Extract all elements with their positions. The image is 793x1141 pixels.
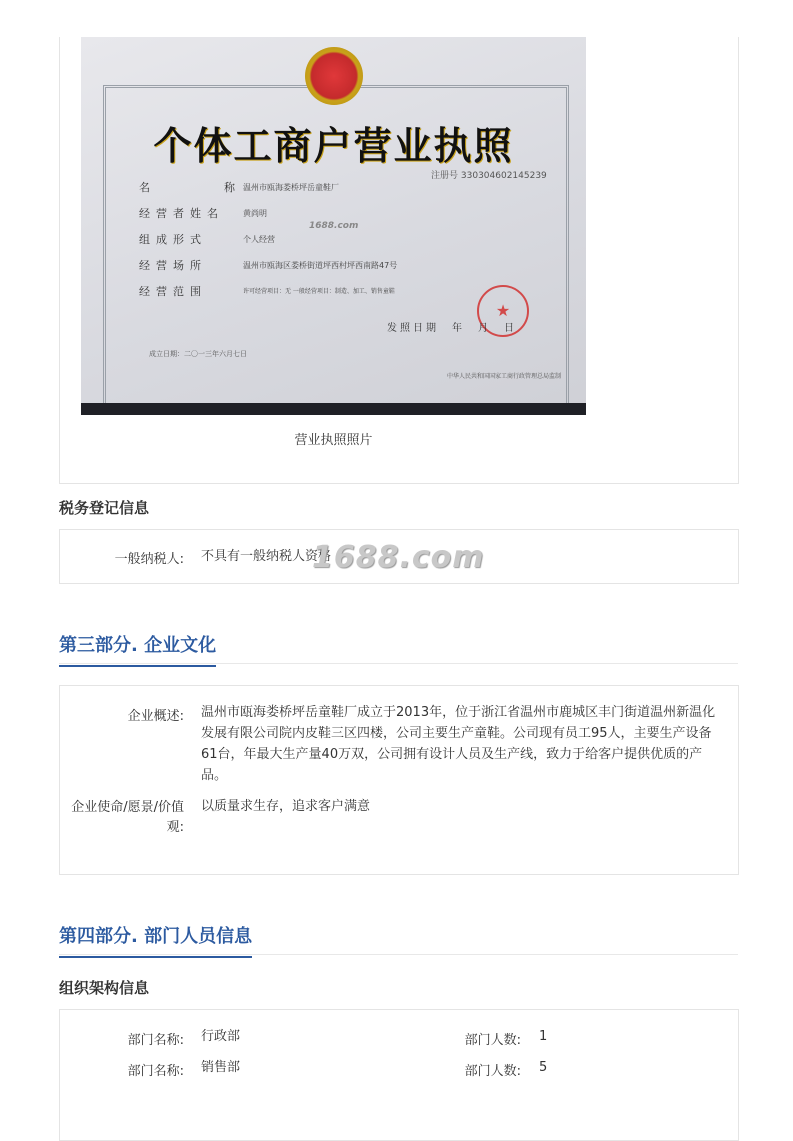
license-issue-date: 发照日期 年 月 日 [387, 323, 517, 334]
section-divider [59, 954, 738, 955]
business-license-photo [81, 37, 586, 415]
license-title: 个体工商户营业执照 [153, 123, 514, 168]
org-heading: 组织架构信息 [59, 979, 150, 997]
tax-heading: 税务登记信息 [59, 499, 150, 517]
taxpayer-value: 不具有一般纳税人资格 [201, 549, 332, 564]
dept-count-label: 部门人数: [464, 1033, 521, 1048]
license-field-value: 黄尚明 [243, 209, 267, 218]
photo-caption: 营业执照照片 [294, 433, 373, 448]
license-field-value: 许可经营项目：无 一般经营项目：制造、加工、销售童鞋 [243, 288, 395, 295]
license-field-label: 名 称 [139, 181, 241, 194]
dept-count: 5 [539, 1060, 548, 1075]
dept-name-label: 部门名称: [127, 1033, 184, 1048]
mission-text: 以质量求生存，追求客户满意 [201, 799, 371, 814]
license-field-value: 温州市瓯海区娄桥街道坪西村坪西南路47号 [243, 261, 398, 270]
section3-title: 第三部分. 企业文化 [59, 631, 216, 667]
taxpayer-label: 一般纳税人: [114, 552, 184, 567]
license-field-value: 个人经营 [243, 235, 275, 244]
section-divider [59, 663, 738, 664]
1688-watermark: 1688.com [312, 540, 485, 575]
red-seal-icon: ★ [477, 285, 529, 337]
license-field-value: 温州市瓯海娄桥坪岳童鞋厂 [243, 183, 339, 192]
dept-count-label: 部门人数: [464, 1064, 521, 1079]
dept-name-label: 部门名称: [127, 1064, 184, 1079]
overview-label: 企业概述: [127, 709, 184, 724]
license-field-label: 经营场所 [139, 259, 207, 272]
dept-name: 行政部 [201, 1029, 241, 1044]
national-emblem-icon [305, 47, 363, 105]
photo-bottom-edge [81, 403, 586, 415]
dept-count: 1 [539, 1029, 548, 1044]
license-established: 成立日期：二〇一三年六月七日 [149, 350, 247, 358]
mission-label: 企业使命/愿景/价值观: [71, 800, 184, 835]
license-reg-no: 注册号 330304602145239 [431, 171, 547, 181]
section4-title: 第四部分. 部门人员信息 [59, 922, 252, 958]
license-field-label: 组成形式 [139, 233, 207, 246]
license-issuer: 中华人民共和国国家工商行政管理总局监制 [447, 373, 562, 380]
dept-name: 销售部 [201, 1060, 241, 1075]
overview-text: 温州市瓯海娄桥坪岳童鞋厂成立于2013年，位于浙江省温州市鹿城区丰门街道温州新温化发展有限公司院内皮鞋三区四楼，公司主要生产童鞋。公司现有员工95人，主要生产设备61台，年最大生产量40万双，公司拥有设计人员及生产线，致力于给客户提供优质的产品。 [201, 705, 716, 783]
license-field-label: 经营范围 [139, 285, 207, 298]
photo-watermark: 1688.com [309, 221, 359, 231]
license-field-label: 经营者姓名 [139, 207, 224, 220]
